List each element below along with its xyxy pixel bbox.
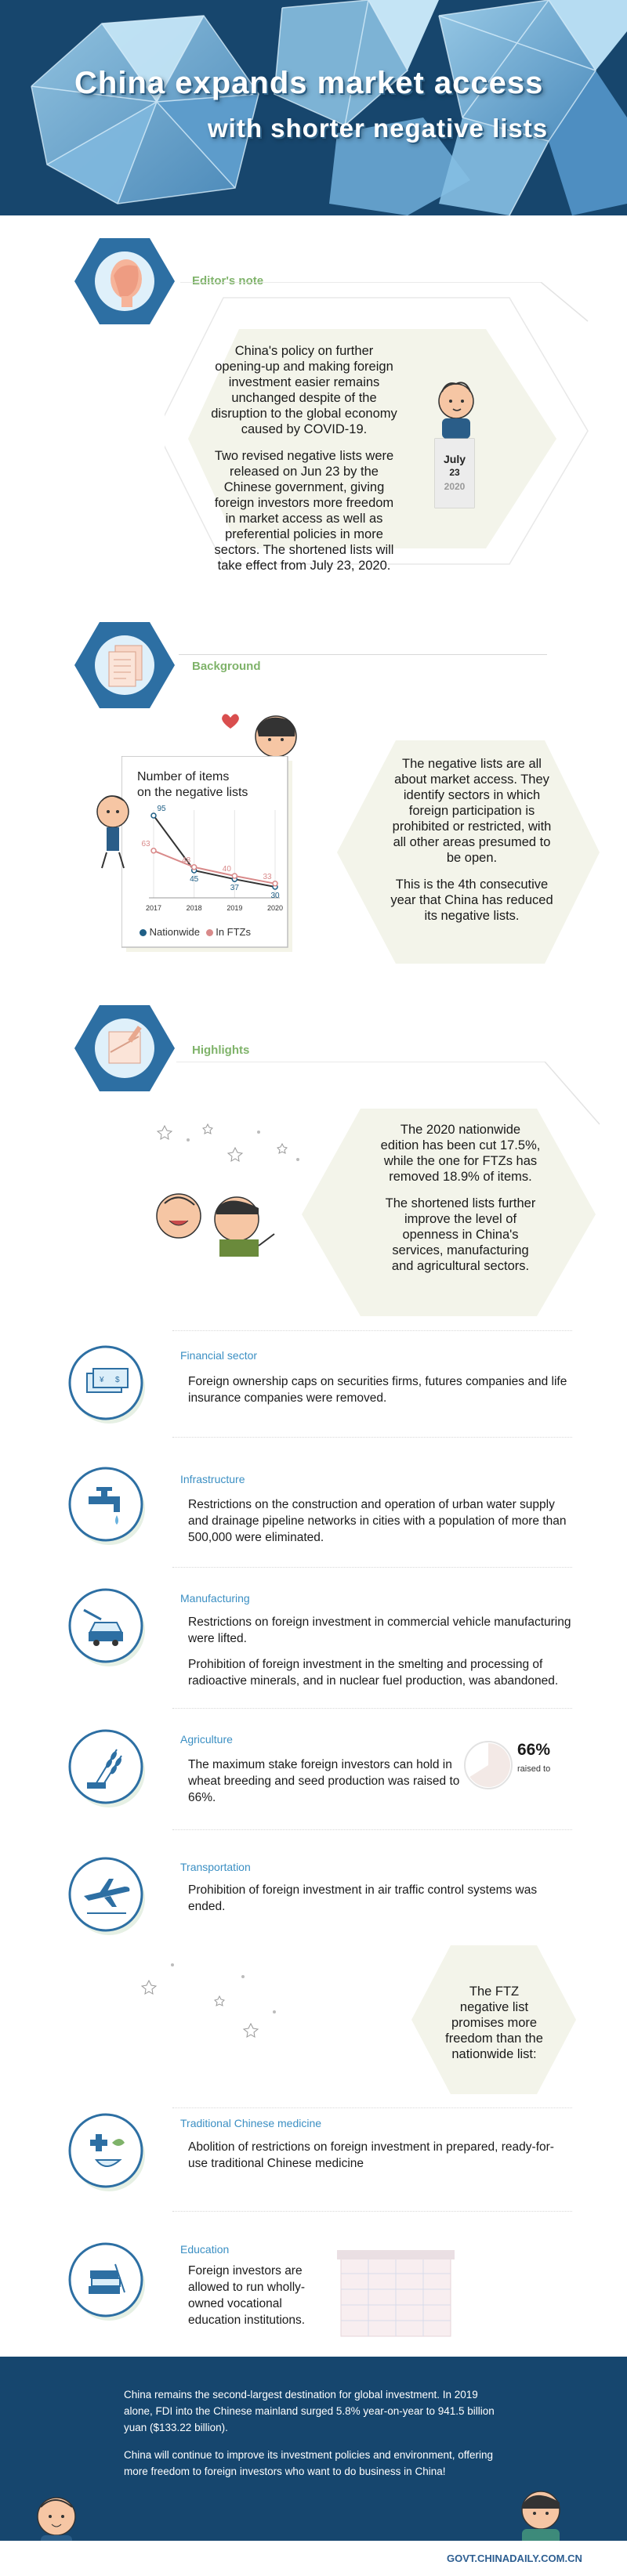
legend-dot-nationwide xyxy=(140,929,147,936)
divider-6 xyxy=(172,2107,572,2108)
footer-para-1: China remains the second-largest destination for global investment. In 2019 alone, FDI into the Chinese mainland surged 5.8% year-on-year to 941.5 billion yuan ($133.22 billion). xyxy=(124,2389,495,2433)
data-label: 48 xyxy=(182,856,191,865)
stars-decoration-2 xyxy=(125,1957,306,2051)
two-people-celebrating xyxy=(141,1175,282,1261)
calendar-year: 2020 xyxy=(444,481,466,492)
title-line-1: China expands market access xyxy=(74,66,544,100)
sector-text-agriculture: The maximum stake foreign investors can hold in wheat breeding and seed production was raised to 66%. xyxy=(188,1758,460,1804)
background-para-1: The negative lists are all about market access. They identify sectors in which foreign participation is prohibited or restricted, with all other areas presumed to be open. xyxy=(392,757,552,865)
calendar-month: July xyxy=(443,453,466,465)
negative-list-line-chart xyxy=(138,801,287,917)
notepad-icon xyxy=(74,1005,175,1091)
highlights-text xyxy=(380,1122,541,1285)
sector-text-infrastructure: Restrictions on the construction and operation of urban water supply and drainage pipeline networks in cities with a population of more than 500,000 were eliminated. xyxy=(188,1498,567,1544)
sector-text-transportation: Prohibition of foreign investment in air traffic control systems was ended. xyxy=(188,1883,538,1913)
series-line-nationwide xyxy=(154,816,275,887)
data-label: 37 xyxy=(230,884,239,893)
editors-note-para-1: China's policy on further opening-up and making foreign investment easier remains unchanged despite of the disruption to the global economy caused by COVID-19. xyxy=(211,344,397,436)
head-profile-icon xyxy=(74,238,175,324)
x-tick-label: 2020 xyxy=(266,904,284,912)
money-icon xyxy=(67,1344,148,1425)
editors-note-text xyxy=(210,343,398,584)
wheat-icon xyxy=(67,1728,148,1809)
calendar-day: 23 xyxy=(449,467,460,478)
highlights-para-1: The 2020 nationwide edition has been cut 17.5%, while the one for FTZs has removed 18.9% of items. xyxy=(380,1123,541,1184)
divider-2 xyxy=(172,1437,572,1438)
svg-text:$: $ xyxy=(115,1376,120,1384)
divider-3 xyxy=(172,1567,572,1568)
chart-title-line-1: Number of items xyxy=(137,770,230,783)
x-tick-label: 2017 xyxy=(145,904,162,912)
svg-text:¥: ¥ xyxy=(100,1376,104,1384)
chart-title xyxy=(137,769,248,801)
sector-title-manufacturing: Manufacturing xyxy=(180,1592,250,1605)
school-building xyxy=(337,2250,455,2340)
highlights-label: Highlights xyxy=(192,1044,250,1057)
stake-caption: raised to xyxy=(517,1764,551,1774)
footer-para-2: China will continue to improve its investment policies and environment, offering more freedom to foreign investors who want to do business in China! xyxy=(124,2449,493,2477)
divider-5 xyxy=(172,1829,572,1830)
data-point xyxy=(151,813,156,818)
legend-dot-ftz xyxy=(206,929,213,936)
manufacturing-para-1: Restrictions on foreign investment in commercial vehicle manufacturing were lifted. xyxy=(188,1615,571,1645)
airplane-icon xyxy=(67,1855,148,1937)
legend-ftz: In FTZs xyxy=(216,926,251,938)
title-line-2: with shorter negative lists xyxy=(208,114,549,143)
x-tick-label: 2018 xyxy=(186,904,202,912)
chart-legend xyxy=(140,926,251,938)
data-label: 45 xyxy=(190,875,199,884)
sector-text-manufacturing xyxy=(188,1614,572,1699)
car-icon xyxy=(67,1586,148,1668)
ftz-note-text: The FTZ negative list promises more freedom than the nationwide list: xyxy=(445,1984,543,2061)
stake-pie-chart xyxy=(462,1739,514,1791)
x-tick-label: 2019 xyxy=(227,904,243,912)
chart-title-line-2: on the negative lists xyxy=(137,786,248,799)
background-para-2: This is the 4th consecutive year that China has reduced its negative lists. xyxy=(390,877,553,923)
background-label: Background xyxy=(192,660,261,673)
sector-text-financial: Foreign ownership caps on securities firms, futures companies and life insurance companies were removed. xyxy=(188,1375,567,1405)
geometric-background xyxy=(0,0,627,215)
ftz-text-education: Foreign investors are allowed to run wholly-owned vocational education institutions. xyxy=(188,2264,306,2327)
highlights-para-2: The shortened lists further improve the level of openness in China's services, manufacturing and agricultural sectors. xyxy=(385,1196,536,1273)
data-point xyxy=(232,874,237,878)
header-banner xyxy=(0,0,627,215)
medicine-icon xyxy=(67,2111,148,2193)
divider-7 xyxy=(172,2211,572,2212)
editors-note-label: Editor's note xyxy=(192,274,264,288)
source-link[interactable]: GOVT.CHINADAILY.COM.CN xyxy=(447,2552,582,2564)
stars-decoration xyxy=(149,1116,314,1171)
footer xyxy=(0,2357,627,2576)
series-line-in-ftzs xyxy=(154,851,275,884)
divider-4 xyxy=(172,1708,572,1709)
data-label: 95 xyxy=(157,805,166,813)
sector-title-agriculture: Agriculture xyxy=(180,1733,233,1746)
sector-title-financial: Financial sector xyxy=(180,1349,258,1362)
documents-icon xyxy=(74,622,175,708)
divider-1 xyxy=(172,1330,572,1331)
ftz-title-education: Education xyxy=(180,2243,230,2256)
data-point xyxy=(151,848,156,853)
kid-with-pencil xyxy=(86,791,141,870)
background-text xyxy=(390,756,554,935)
manufacturing-para-2: Prohibition of foreign investment in the smelting and processing of radioactive minerals, and in nuclear fuel production, was abandoned. xyxy=(188,1658,559,1688)
ftz-text-tcm: Abolition of restrictions on foreign investment in prepared, ready-for-use traditional Chinese medicine xyxy=(188,2140,554,2170)
background-rule xyxy=(179,654,547,655)
sector-title-infrastructure: Infrastructure xyxy=(180,1473,245,1485)
data-label: 30 xyxy=(270,892,280,900)
data-point xyxy=(192,865,197,870)
data-label: 40 xyxy=(222,865,231,874)
legend-nationwide: Nationwide xyxy=(149,926,200,938)
data-label: 63 xyxy=(141,839,150,848)
editors-note-para-2: Two revised negative lists were released on Jun 23 by the Chinese government, giving foreign investors more freedom in market access as well as preferential policies in more sectors. The shortened lists will take effect from July 23, 2020. xyxy=(214,449,394,573)
water-tap-icon xyxy=(67,1465,148,1547)
footer-text xyxy=(124,2386,508,2491)
data-label: 33 xyxy=(263,872,272,881)
stake-value: 66% xyxy=(517,1741,551,1759)
data-point xyxy=(273,881,277,886)
sector-title-transportation: Transportation xyxy=(180,1861,251,1873)
ftz-title-tcm: Traditional Chinese medicine xyxy=(180,2117,322,2129)
books-icon xyxy=(67,2241,148,2322)
